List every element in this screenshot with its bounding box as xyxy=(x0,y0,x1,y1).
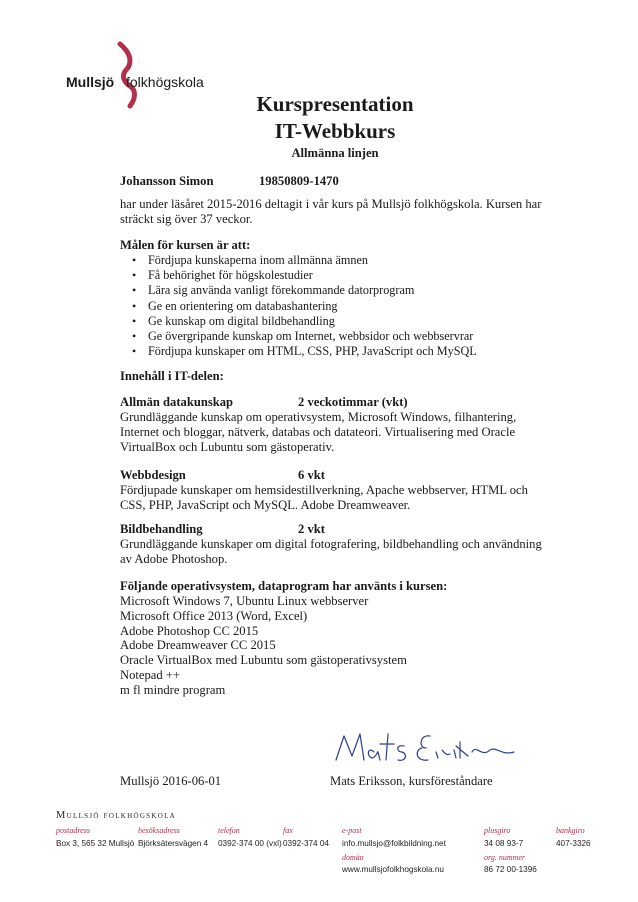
course-description: Grundläggande kunskaper om digital fotografering, bildbehandling och användning av Adobe Photoshop. xyxy=(120,537,542,566)
handwritten-signature xyxy=(330,722,520,772)
document-title: Kurspresentation xyxy=(256,92,414,116)
list-item: Oracle VirtualBox med Lubuntu som gästoperativsystem xyxy=(120,653,407,668)
list-item: Adobe Dreamweaver CC 2015 xyxy=(120,638,276,653)
footer-telefon xyxy=(218,826,282,848)
logo-name-rest: folkhögskola xyxy=(126,74,204,90)
list-item: • Ge kunskap om digital bildbehandling xyxy=(126,314,556,329)
course-description: Grundläggande kunskap om operativsystem, Microsoft Windows, filhantering, Internet och bloggar, nätverk, databas och datateori. Virtualisering med Oracle VirtualBox och Lubuntu som gästoperativ. xyxy=(120,410,517,454)
list-item: • Ge en orientering om databashantering xyxy=(126,299,556,314)
student-id: 19850809-1470 xyxy=(259,174,339,188)
footer-value: 0392-374 00 (vxl) xyxy=(218,839,282,848)
footer-value: 0392-374 04 xyxy=(283,839,329,848)
footer-school-name: Mullsjö folkhögskola xyxy=(56,810,177,821)
intro-text: har under läsåret 2015-2016 deltagit i vår kurs på Mullsjö folkhögskola. Kursen har sträckt sig över 37 veckor. xyxy=(120,197,542,226)
goals-list xyxy=(126,253,556,359)
logo-name-bold: Mullsjö xyxy=(66,74,115,90)
student-name: Johansson Simon xyxy=(120,174,214,188)
course-duration: 2 veckotimmar (vkt) xyxy=(298,395,408,409)
footer-value: Björksätersvägen 4 xyxy=(138,839,209,848)
list-item: • Fördjupa kunskaper om HTML, CSS, PHP, JavaScript och MySQL xyxy=(126,344,556,359)
footer-label: e-post xyxy=(342,826,362,835)
footer-bankgiro xyxy=(556,826,591,848)
course-name: Bildbehandling xyxy=(120,522,203,536)
signer-name: Mats Eriksson, kursföreståndare xyxy=(330,774,493,788)
list-item: Adobe Photoshop CC 2015 xyxy=(120,623,259,638)
course-name: Allmän datakunskap xyxy=(120,395,234,409)
list-item: Notepad ++ xyxy=(120,667,181,682)
footer-value: 407-3326 xyxy=(556,839,591,848)
footer-value: 86 72 00-1396 xyxy=(484,865,537,874)
footer-label: plusgiro xyxy=(484,826,511,835)
course-title: IT-Webbkurs xyxy=(274,119,396,143)
footer-label: besöksadress xyxy=(138,826,180,835)
list-item: • Få behörighet för högskolestudier xyxy=(126,268,556,283)
course-name: Webbdesign xyxy=(120,468,186,482)
goals-heading: Målen för kursen är att: xyxy=(120,238,251,252)
footer-label: org. nummer xyxy=(484,853,526,862)
footer-value: Box 3, 565 32 Mullsjö xyxy=(56,839,135,848)
footer-label: postadress xyxy=(56,826,90,835)
footer-value: www.mullsjofolkhogskola.nu xyxy=(342,865,444,874)
list-item: • Fördjupa kunskaperna inom allmänna ämnen xyxy=(126,253,556,268)
list-item: Microsoft Office 2013 (Word, Excel) xyxy=(120,608,308,623)
footer-value: 34 08 93-7 xyxy=(484,839,524,848)
software-list xyxy=(120,594,550,698)
course-duration: 6 vkt xyxy=(298,468,325,482)
footer-epost xyxy=(342,826,446,874)
course-line: Allmänna linjen xyxy=(291,146,379,160)
course-description: Fördjupade kunskaper om hemsidestillverkning, Apache webbserver, HTML och CSS, PHP, JavaScript och MySQL. Adobe Dreamweaver. xyxy=(120,483,528,512)
list-item: Microsoft Windows 7, Ubuntu Linux webbserver xyxy=(120,594,369,608)
software-heading: Följande operativsystem, dataprogram har använts i kursen: xyxy=(120,579,448,593)
footer-fax xyxy=(283,826,329,848)
list-item: • Ge övergripande kunskap om Internet, webbsidor och webbservrar xyxy=(126,329,556,344)
footer-plusgiro xyxy=(484,826,537,874)
footer-besoksadress xyxy=(138,826,208,848)
list-item: m fl mindre program xyxy=(120,682,226,697)
footer-value: info.mullsjo@folkbildning.net xyxy=(342,839,446,848)
list-item: • Lära sig använda vanligt förekommande datorprogram xyxy=(126,283,556,298)
footer-label: domän xyxy=(342,853,364,862)
footer-label: telefon xyxy=(218,826,240,835)
footer-postadress xyxy=(56,826,134,848)
course-duration: 2 vkt xyxy=(298,522,325,536)
content-heading: Innehåll i IT-delen: xyxy=(120,369,224,383)
footer-label: bankgiro xyxy=(556,826,585,835)
place-date: Mullsjö 2016-06-01 xyxy=(120,774,222,788)
footer-label: fax xyxy=(283,826,293,835)
